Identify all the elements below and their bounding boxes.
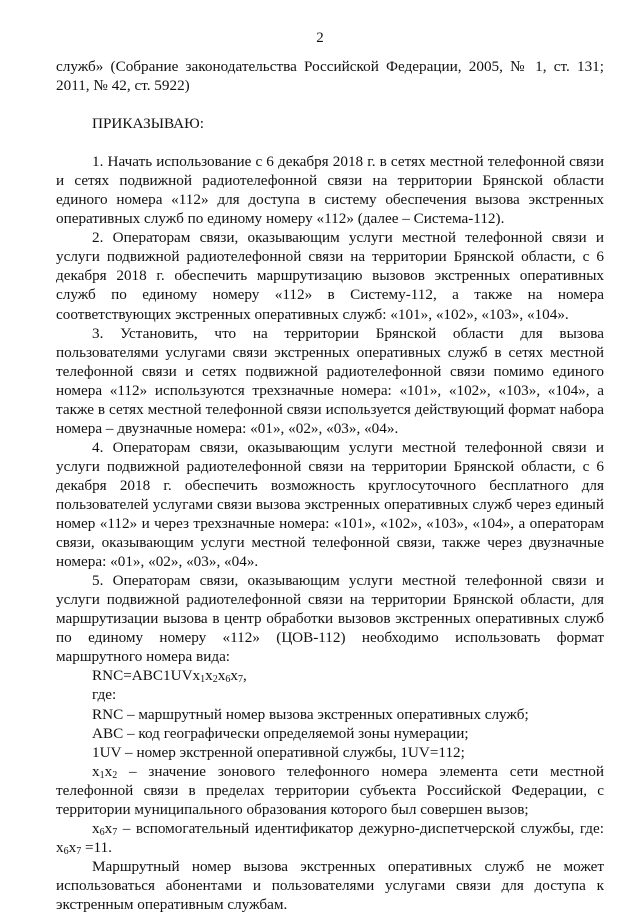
item-4: 4. Операторам связи, оказывающим услуги местной телефонной связи и услуги подвижной радиотелефонной связи на территории Брянской области, с 6 декабря 2018 г. обеспечить возможность круглосуточного бесплатного для пользователей услугами связи вызова экстренных оперативных служб через единый номер «112» и через трехзначные номера: «101», «102», «103», «104», а операторам связи, оказывающим услуги местной телефонной связи, также через двузначные номера: «01», «02», «03», «04». <box>56 438 604 571</box>
def-x1x2: $x_1x_2$ – значение зонового телефонного номера элемента сети местной телефонной связи в пределах территории субъекта Российской Федерации, с территории муниципального образования которого был совершен вызов; <box>56 762 604 818</box>
item-1: 1. Начать использование с 6 декабря 2018 г. в сетях местной телефонной связи и сетях подвижной радиотелефонной связи на территории Брянской области единого номера «112» для доступа в систему обеспечения вызова экстренных оперативных служб по единому номеру «112» (далее – Система-112). <box>56 153 604 228</box>
item-2: 2. Операторам связи, оказывающим услуги местной телефонной связи и услуги подвижной радиотелефонной связи на территории Брянской области, с 6 декабря 2018 г. обеспечить маршрутизацию вызовов экстренных оперативных служб по единому номеру «112» в Систему-112, а также на номера соответствующих экстренных оперативных служб: «101», «102», «103», «104». <box>56 229 604 323</box>
routing-number-formula: $RNC=ABC1UVx_1x_2x_6x_7$, <box>92 667 247 686</box>
def-abc: ABC – код географически определяемой зоны нумерации; <box>92 724 469 742</box>
item-3: 3. Установить, что на территории Брянской области для вызова пользователями услугами связи экстренных оперативных служб в сетях местной телефонной связи и сетях подвижной радиотелефонной связи помимо единого номера «112» используются трехзначные номера: «101», «102», «103», «104», а также в сетях местной телефонной связи используется действующий формат набора номера – двузначные номера: «01», «02», «03», «04». <box>56 324 604 437</box>
item-5: 5. Операторам связи, оказывающим услуги местной телефонной связи и услуги подвижной радиотелефонной связи на территории Брянской области, для маршрутизации вызова в центр обработки вызовов экстренных оперативных служб по единому номеру «112» (ЦОВ-112) необходимо использовать формат маршрутного номера вида: <box>56 572 604 666</box>
order-heading: ПРИКАЗЫВАЮ: <box>92 115 204 133</box>
document-body <box>56 57 604 914</box>
intro-paragraph: служб» (Собрание законодательства Российской Федерации, 2005, № 1, ст. 131; 2011, № 42, ст. 5922) <box>56 58 604 95</box>
def-rnc: RNC – маршрутный номер вызова экстренных оперативных служб; <box>92 705 529 723</box>
page-number: 2 <box>316 30 324 46</box>
closing-paragraph: Маршрутный номер вызова экстренных оперативных служб не может использоваться абонентами и пользователями услугами связи для доступа к экстренным оперативным службам. <box>56 857 604 913</box>
def-x6x7: $x_6x_7$ – вспомогательный идентификатор дежурно-диспетчерской службы, где: $x_6x_7 =11$. <box>56 819 604 857</box>
where-label: где: <box>92 686 117 704</box>
def-uv: 1UV – номер экстренной оперативной службы, 1UV=112; <box>92 743 465 761</box>
